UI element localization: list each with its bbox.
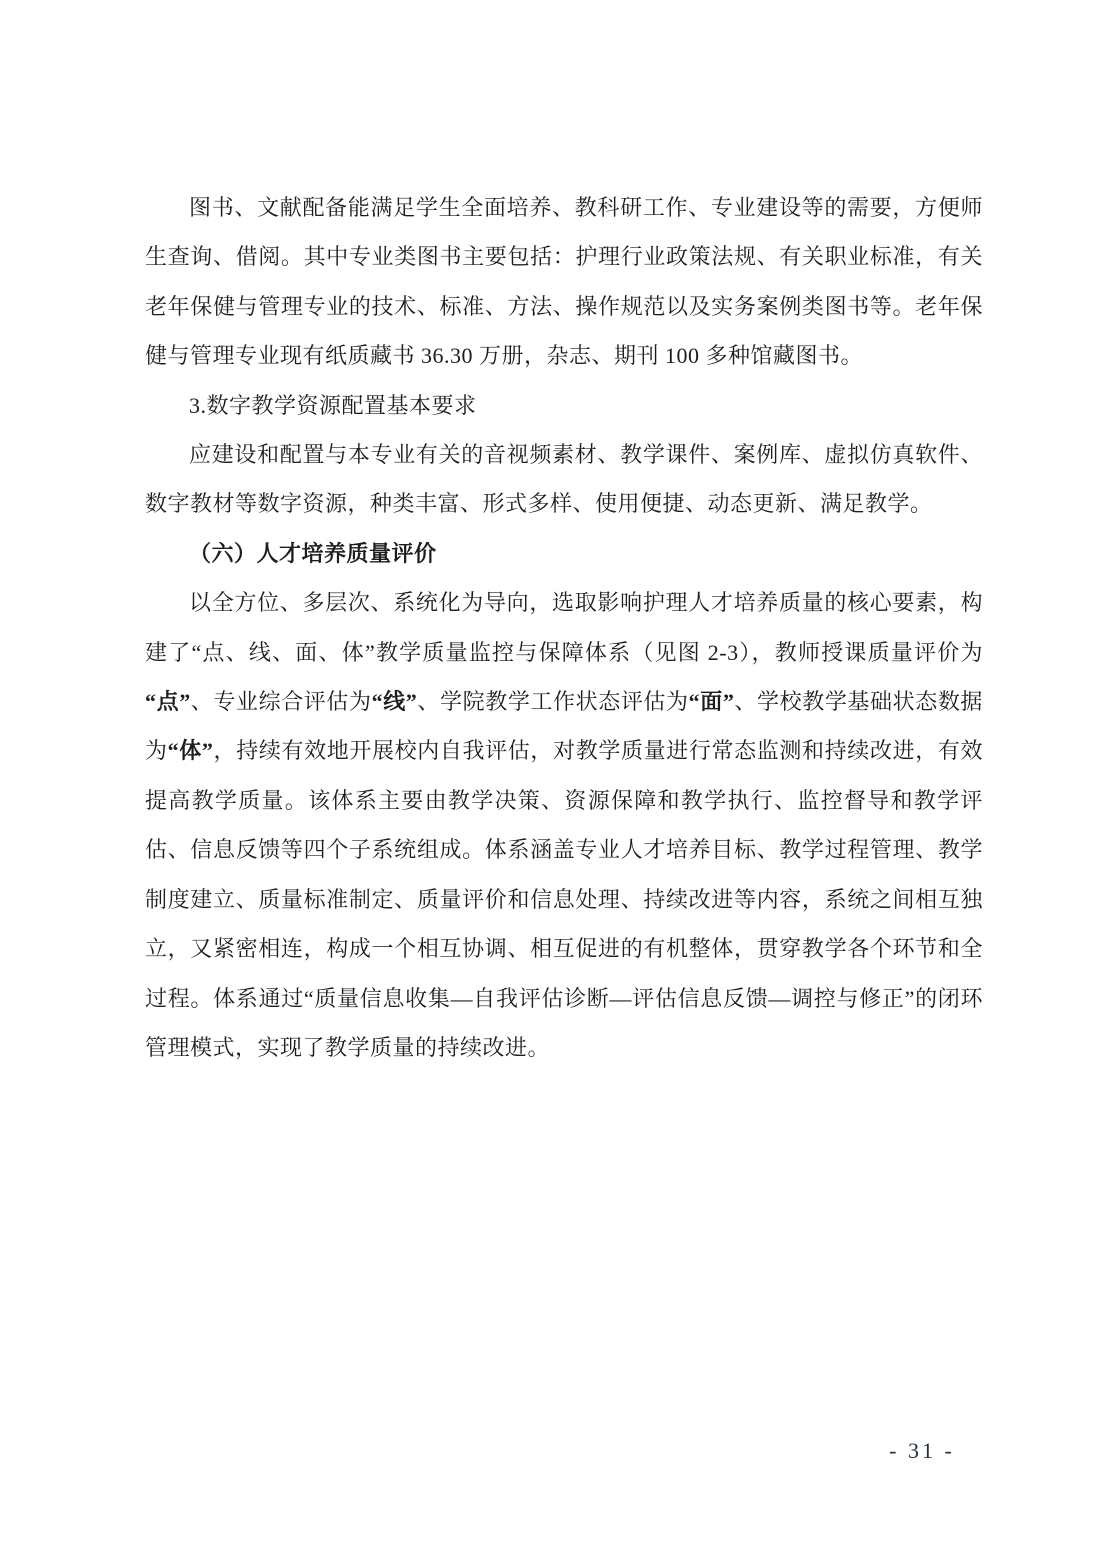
- eval-text-segment: ，持续有效地开展校内自我评估，对教学质量进行常态监测和持续改进，有效提高教学质量。该体系主要由教学决策、资源保障和教学执行、监控督导和教学评估、信息反馈等四个子系统组成。体系涵盖专业人才培养目标、教学过程管理、教学制度建立、质量标准制定、质量评价和信息处理、持续改进等内容，系统之间相互独立，又紧密相连，构成一个相互协调、相互促进的有机整体，贯穿教学各个环节和全过程。体系通过“质量信息收集—自我评估诊断—评估信息反馈—调控与修正”的闭环管理模式，实现了教学质量的持续改进。: [145, 738, 983, 1060]
- eval-text-segment: 、学校教学基础状态数据为: [145, 689, 983, 764]
- eval-keyword-body: “体”: [167, 738, 214, 764]
- eval-keyword-plane: “面”: [688, 689, 735, 715]
- paragraph-library-resources: 图书、文献配备能满足学生全面培养、教科研工作、专业建设等的需要，方便师生查询、借阅。其中专业类图书主要包括：护理行业政策法规、有关职业标准，有关老年保健与管理专业的技术、标准、方法、操作规范以及实务案例类图书等。老年保健与管理专业现有纸质藏书 36.30 万册，杂志、期刊 100 多种馆藏图书。: [145, 195, 983, 369]
- document-text-block: [145, 183, 983, 1072]
- eval-keyword-point: “点”: [145, 689, 191, 715]
- paragraph-digital-resources: 应建设和配置与本专业有关的音视频素材、教学课件、案例库、虚拟仿真软件、数字教材等数字资源，种类丰富、形式多样、使用便捷、动态更新、满足教学。: [145, 442, 983, 517]
- eval-keyword-line: “线”: [371, 689, 418, 715]
- heading-talent-quality-evaluation: （六）人才培养质量评价: [189, 540, 437, 566]
- page-number: - 31 -: [889, 1438, 955, 1463]
- heading-digital-resources: 3.数字教学资源配置基本要求: [189, 392, 477, 418]
- paragraph-quality-evaluation: [145, 578, 983, 1072]
- eval-text-segment: 、专业综合评估为: [190, 689, 372, 715]
- eval-text-segment: 、学院教学工作状态评估为: [417, 689, 689, 715]
- eval-text-segment: 以全方位、多层次、系统化为导向，选取影响护理人才培养质量的核心要素，构建了“点、线、面、体”教学质量监控与保障体系（见图 2-3），教师授课质量评价为: [145, 590, 983, 665]
